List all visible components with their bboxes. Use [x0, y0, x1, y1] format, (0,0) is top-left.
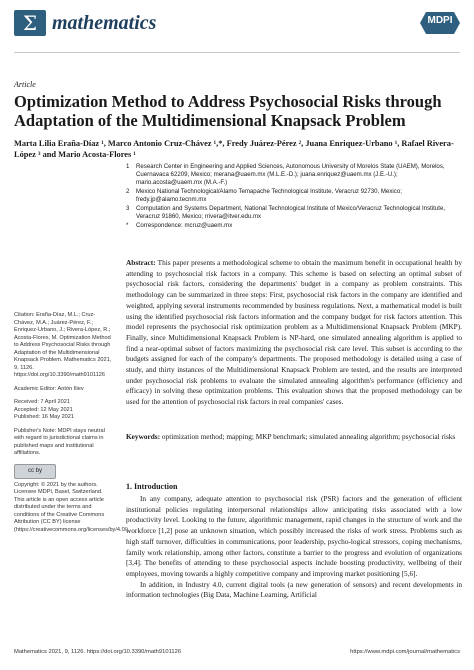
author-list: Marta Lilia Eraña-Díaz ¹, Marco Antonio Cruz-Chávez ¹,*, Fredy Juárez-Pérez ², Juana Enriquez-Urbano ¹, Rafael Rivera-López ³ and Mario Acosta-Flores ¹ [14, 139, 454, 159]
copyright-notice: Copyright: © 2021 by the authors. Licensee MDPI, Basel, Switzerland. This article is an open access article distributed under the terms and conditions of the Creative Commons Attribution (CC BY) license (https://creativecommons.org/licenses/by/4.0/). [14, 481, 130, 533]
affiliation-text: Research Center in Engineering and Applied Sciences, Autonomous University of Morelos State (UAEM), Morelos, Cuernavaca 62209, Mexico; merana@uaem.mx (M.L.E.-D.); juana.enriquez@uaem.mx (J.E.-U.); mario.acosta@uaem.mx (M.A.-F.) [136, 163, 445, 187]
paragraph: In addition, in Industry 4.0, current digital tools (a new generation of sensors) and recent developments in information technologies (Big Data, Machine Learning, Artificial [126, 579, 462, 600]
abstract [126, 258, 462, 408]
sidebar [14, 312, 130, 540]
affiliation-number: 1 [126, 163, 130, 170]
correspondence [126, 222, 462, 230]
affiliation-number: 2 [126, 188, 130, 196]
affiliation-item [126, 188, 462, 204]
keywords-label: Keywords: [126, 432, 161, 441]
correspondence-text: Correspondence: mcruz@uaem.mx [136, 221, 233, 229]
keywords [126, 432, 462, 443]
publisher-note: Publisher's Note: MDPI stays neutral with regard to jurisdictional claims in published maps and institutional affiliations. [14, 427, 105, 456]
journal-logo [14, 10, 46, 36]
affiliation-item [126, 205, 462, 221]
article-type: Article [14, 80, 36, 89]
affiliations [126, 163, 462, 231]
academic-editor: Academic Editor: Antón Iliev [14, 385, 84, 392]
received-date: Received: 7 April 2021 [14, 399, 70, 405]
correspondence-marker: * [126, 221, 129, 229]
paragraph: In any company, adequate attention to psychosocial risk (PSR) factors and the generation of efficient institutional policies regulating interpersonal relationships allow anticipating risks associated with a low productivity level. Looking to the future, algorithmic management, rapid changes in the structure of work and the workforce [1,2] pose an unknown situation, which possibly increased the risks of work stress. Problems such as high staff turnover, difficulties in communications, poor leadership, psycho-logical stressors, coping mechanisms, family work relationship, among other factors, constitute a barrier to the progress and evolution of organizations [3,4]. The benefits of attending to these psychosocial aspects include boosting productivity, wellbeing of their employees, moving towards a highly competitive company and improving market positioning [5,6]. [126, 494, 462, 578]
paper-title: Optimization Method to Address Psychosocial Risks through Adaptation of the Multidimensional Knapsack Problem [14, 92, 442, 130]
published-date: Published: 16 May 2021 [14, 414, 75, 420]
affiliation-number: 3 [126, 205, 130, 213]
publisher-label: MDPI [427, 15, 453, 26]
footer-citation[interactable]: Mathematics 2021, 9, 1126. https://doi.org/10.3390/math9101126 [14, 649, 182, 655]
header-divider [14, 52, 460, 53]
cc-license-badge[interactable]: cc by [14, 464, 56, 479]
accepted-date: Accepted: 12 May 2021 [14, 406, 73, 413]
footer-url[interactable]: https://www.mdpi.com/journal/mathematics [350, 649, 460, 655]
abstract-text: This paper presents a methodological scheme to obtain the maximum benefit in occupational health by attending to psychosocial risk factors in a company. This scheme is based on selecting an optimal subset of psychosocial risk factors, considering the departments' budget in a company as problem constraints. This methodology can be summarized in three steps: First, psychosocial risk factors in the company are identified and weighted, applying several instruments recommended by business regulations. Next, a mathematical model is built using the identified psychosocial risk factors information and the company budget for risk factors attention. This model represents the psychosocial risk optimization problem as a Multidimensional Knapsack Problem (MKP). Finally, since Multidimensional Knapsack Problem is NP-hard, one simulated annealing algorithm is applied to find a near-optimal subset of factors maximizing the psychosocial risk care level. This subset is according to the budgets assigned for each of the company's departments. The proposed methodology is detailed using a case of study, and thirty instances of the Multidimensional Knapsack Problem are tested, and the results are interpreted under psychosocial risk problems to evaluate the simulated annealing algorithm's performance (efficiency and efficacy) in solving these optimization problems. This evaluation shows that the proposed methodology can be used for the attention of psychosocial risk factors in real companies' cases. [126, 258, 462, 407]
affiliation-text: Computation and Systems Department, National Technological Institute of Mexico/Veracruz Technological Institute, Veracruz 91860, Mexico; rrivera@itver.edu.mx [136, 205, 446, 221]
abstract-label: Abstract: [126, 258, 156, 267]
section-heading: 1. Introduction [126, 482, 178, 491]
keywords-text: optimization method; mapping; MKP benchmark; simulated annealing algorithm; psychosocial risks [161, 432, 456, 441]
sigma-icon: Σ [22, 11, 38, 35]
affiliation-item [126, 163, 462, 188]
journal-name: mathematics [52, 12, 157, 34]
introduction-body [126, 494, 462, 601]
affiliation-text: Mexico National Technological/Alamo Temapache Technological Institute, Veracruz 92730, Mexico; fredy.jp@alamo.tecnm.mx [136, 188, 402, 204]
publisher-logo [420, 12, 460, 34]
citation: Citation: Eraña-Díaz, M.L.; Cruz-Chávez, M.A.; Juárez-Pérez, F.; Enriquez-Urbano, J.; Rivera-López, R.; Acosta-Flores, M. Optimization Method to Address Psychosocial Risks through Adaptation of the Multidimensional Knapsack Problem. Mathematics 2021, 9, 1126. https://doi.org/10.3390/math9101126 [14, 312, 112, 378]
